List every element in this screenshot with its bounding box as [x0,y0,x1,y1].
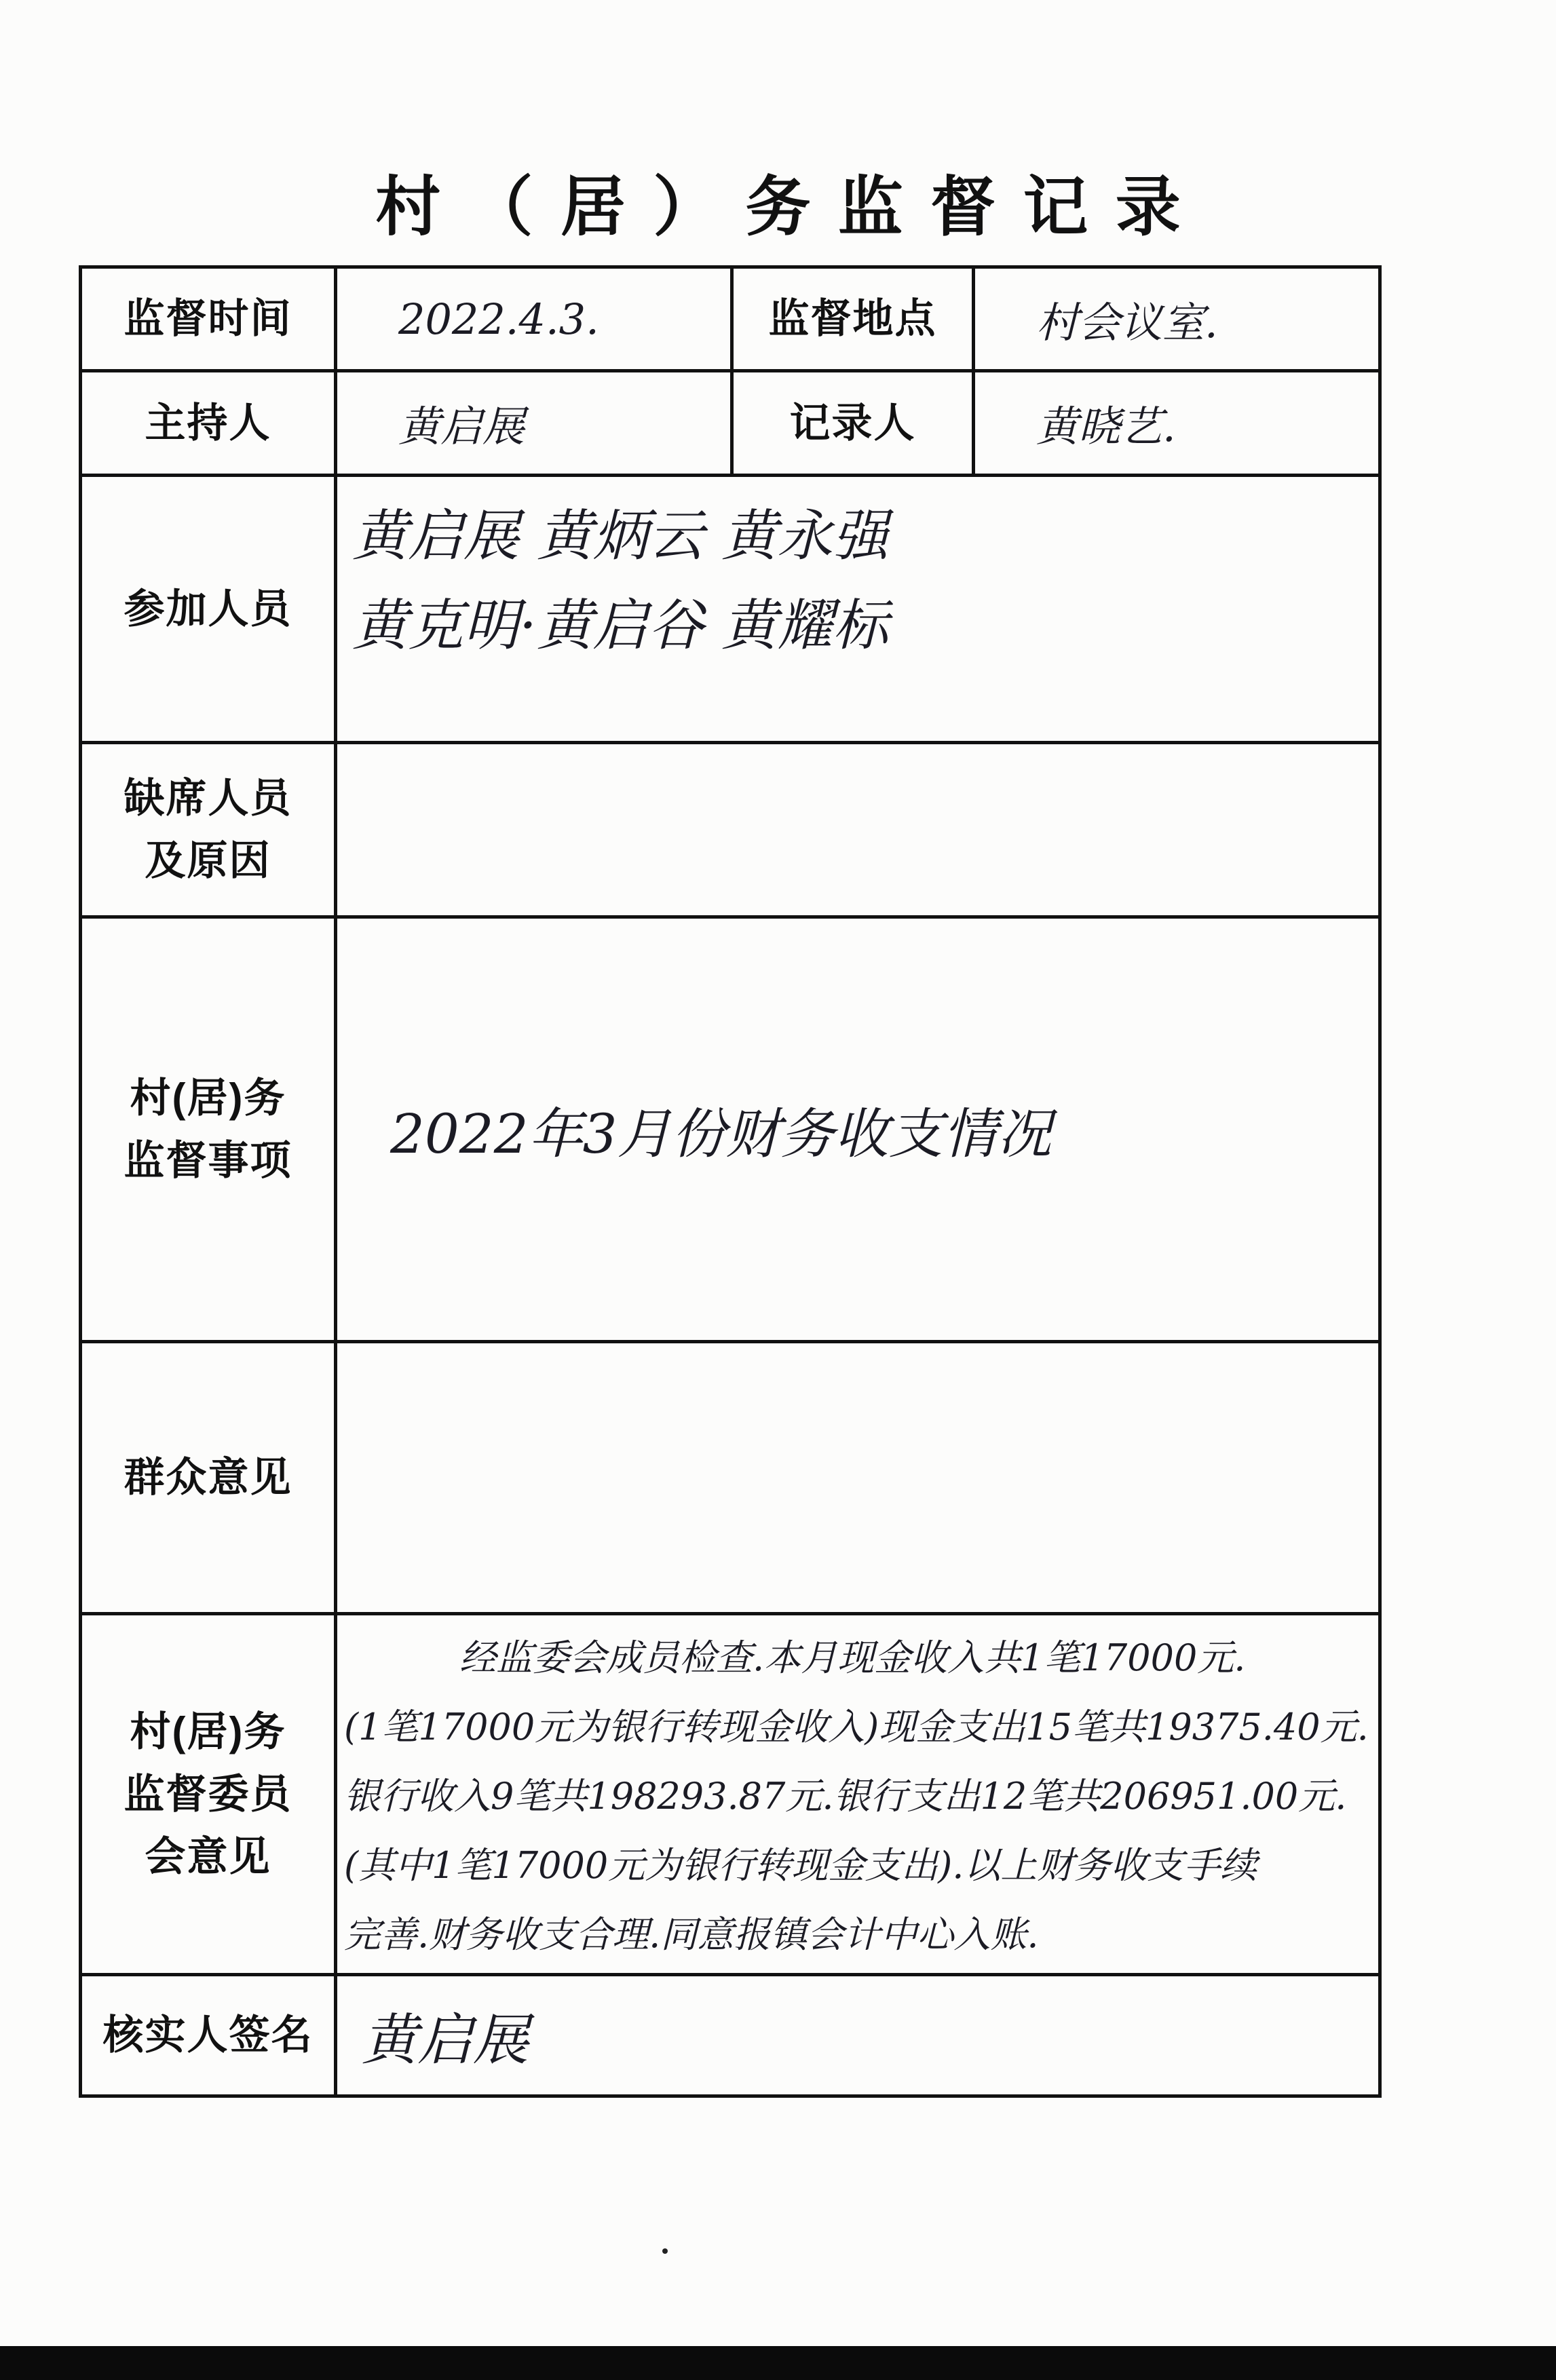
public-opinion-label-cell [82,1343,337,1615]
matter-label-cell [82,919,337,1343]
scan-speck [662,2248,668,2254]
participants-label-cell [82,477,337,744]
matter-label-line: 监督事项 [124,1137,292,1183]
host-label: 主持人 [145,400,271,446]
host-label-cell [82,372,337,477]
committee-label-line: 会意见 [145,1833,271,1879]
time-label: 监督时间 [124,296,292,341]
place-value: 村会议室. [975,269,1382,372]
committee-opinion-value [337,1615,1382,1976]
public-opinion-label: 群众意见 [124,1455,292,1500]
participants-line: 黄克明·黄启谷 黄耀标 [352,594,889,658]
committee-opinion-line: 银行收入9笔共198293.87元.银行支出12笔共206951.00元. [344,1775,1347,1818]
scan-edge-bar [0,2346,1556,2380]
absent-label-line: 及原因 [145,838,271,883]
committee-opinion-line: 经监委会成员检查.本月现金收入共1笔17000元. [459,1636,1246,1679]
verifier-label: 核实人签名 [102,2012,314,2058]
host-value: 黄启展 [337,372,734,477]
committee-opinion-line: 完善.财务收支合理.同意报镇会计中心入账. [344,1913,1039,1956]
committee-opinion-line: (1笔17000元为银行转现金收入)现金支出15笔共19375.40元. [344,1706,1369,1748]
participants-value [337,477,1382,744]
place-label: 监督地点 [768,296,937,341]
time-label-cell [82,269,337,372]
committee-label-line: 监督委员 [124,1771,292,1817]
absent-label-cell [82,744,337,919]
verifier-label-cell [82,1976,337,2098]
recorder-label-cell [734,372,975,477]
recorder-value: 黄晓艺. [975,372,1382,477]
verifier-signature: 黄启展 [337,1976,1382,2098]
committee-label-cell [82,1615,337,1976]
supervision-record-table [79,265,1382,2098]
committee-opinion-line: (其中1笔17000元为银行转现金支出).以上财务收支手续 [344,1844,1257,1887]
place-label-cell [734,269,975,372]
matter-label-line: 村(居)务 [130,1075,286,1121]
absent-value [337,744,1382,919]
absent-label-line: 缺席人员 [124,775,292,821]
recorder-label: 记录人 [789,400,916,446]
participants-label: 参加人员 [124,586,292,632]
matter-value: 2022年3月份财务收支情况 [337,919,1382,1343]
committee-label-line: 村(居)务 [130,1708,286,1754]
participants-line: 黄启展 黄炳云 黄永强 [352,504,889,569]
public-opinion-value [337,1343,1382,1615]
time-value: 2022.4.3. [337,269,734,372]
document-title: 村（居）务监督记录 [375,168,1209,245]
